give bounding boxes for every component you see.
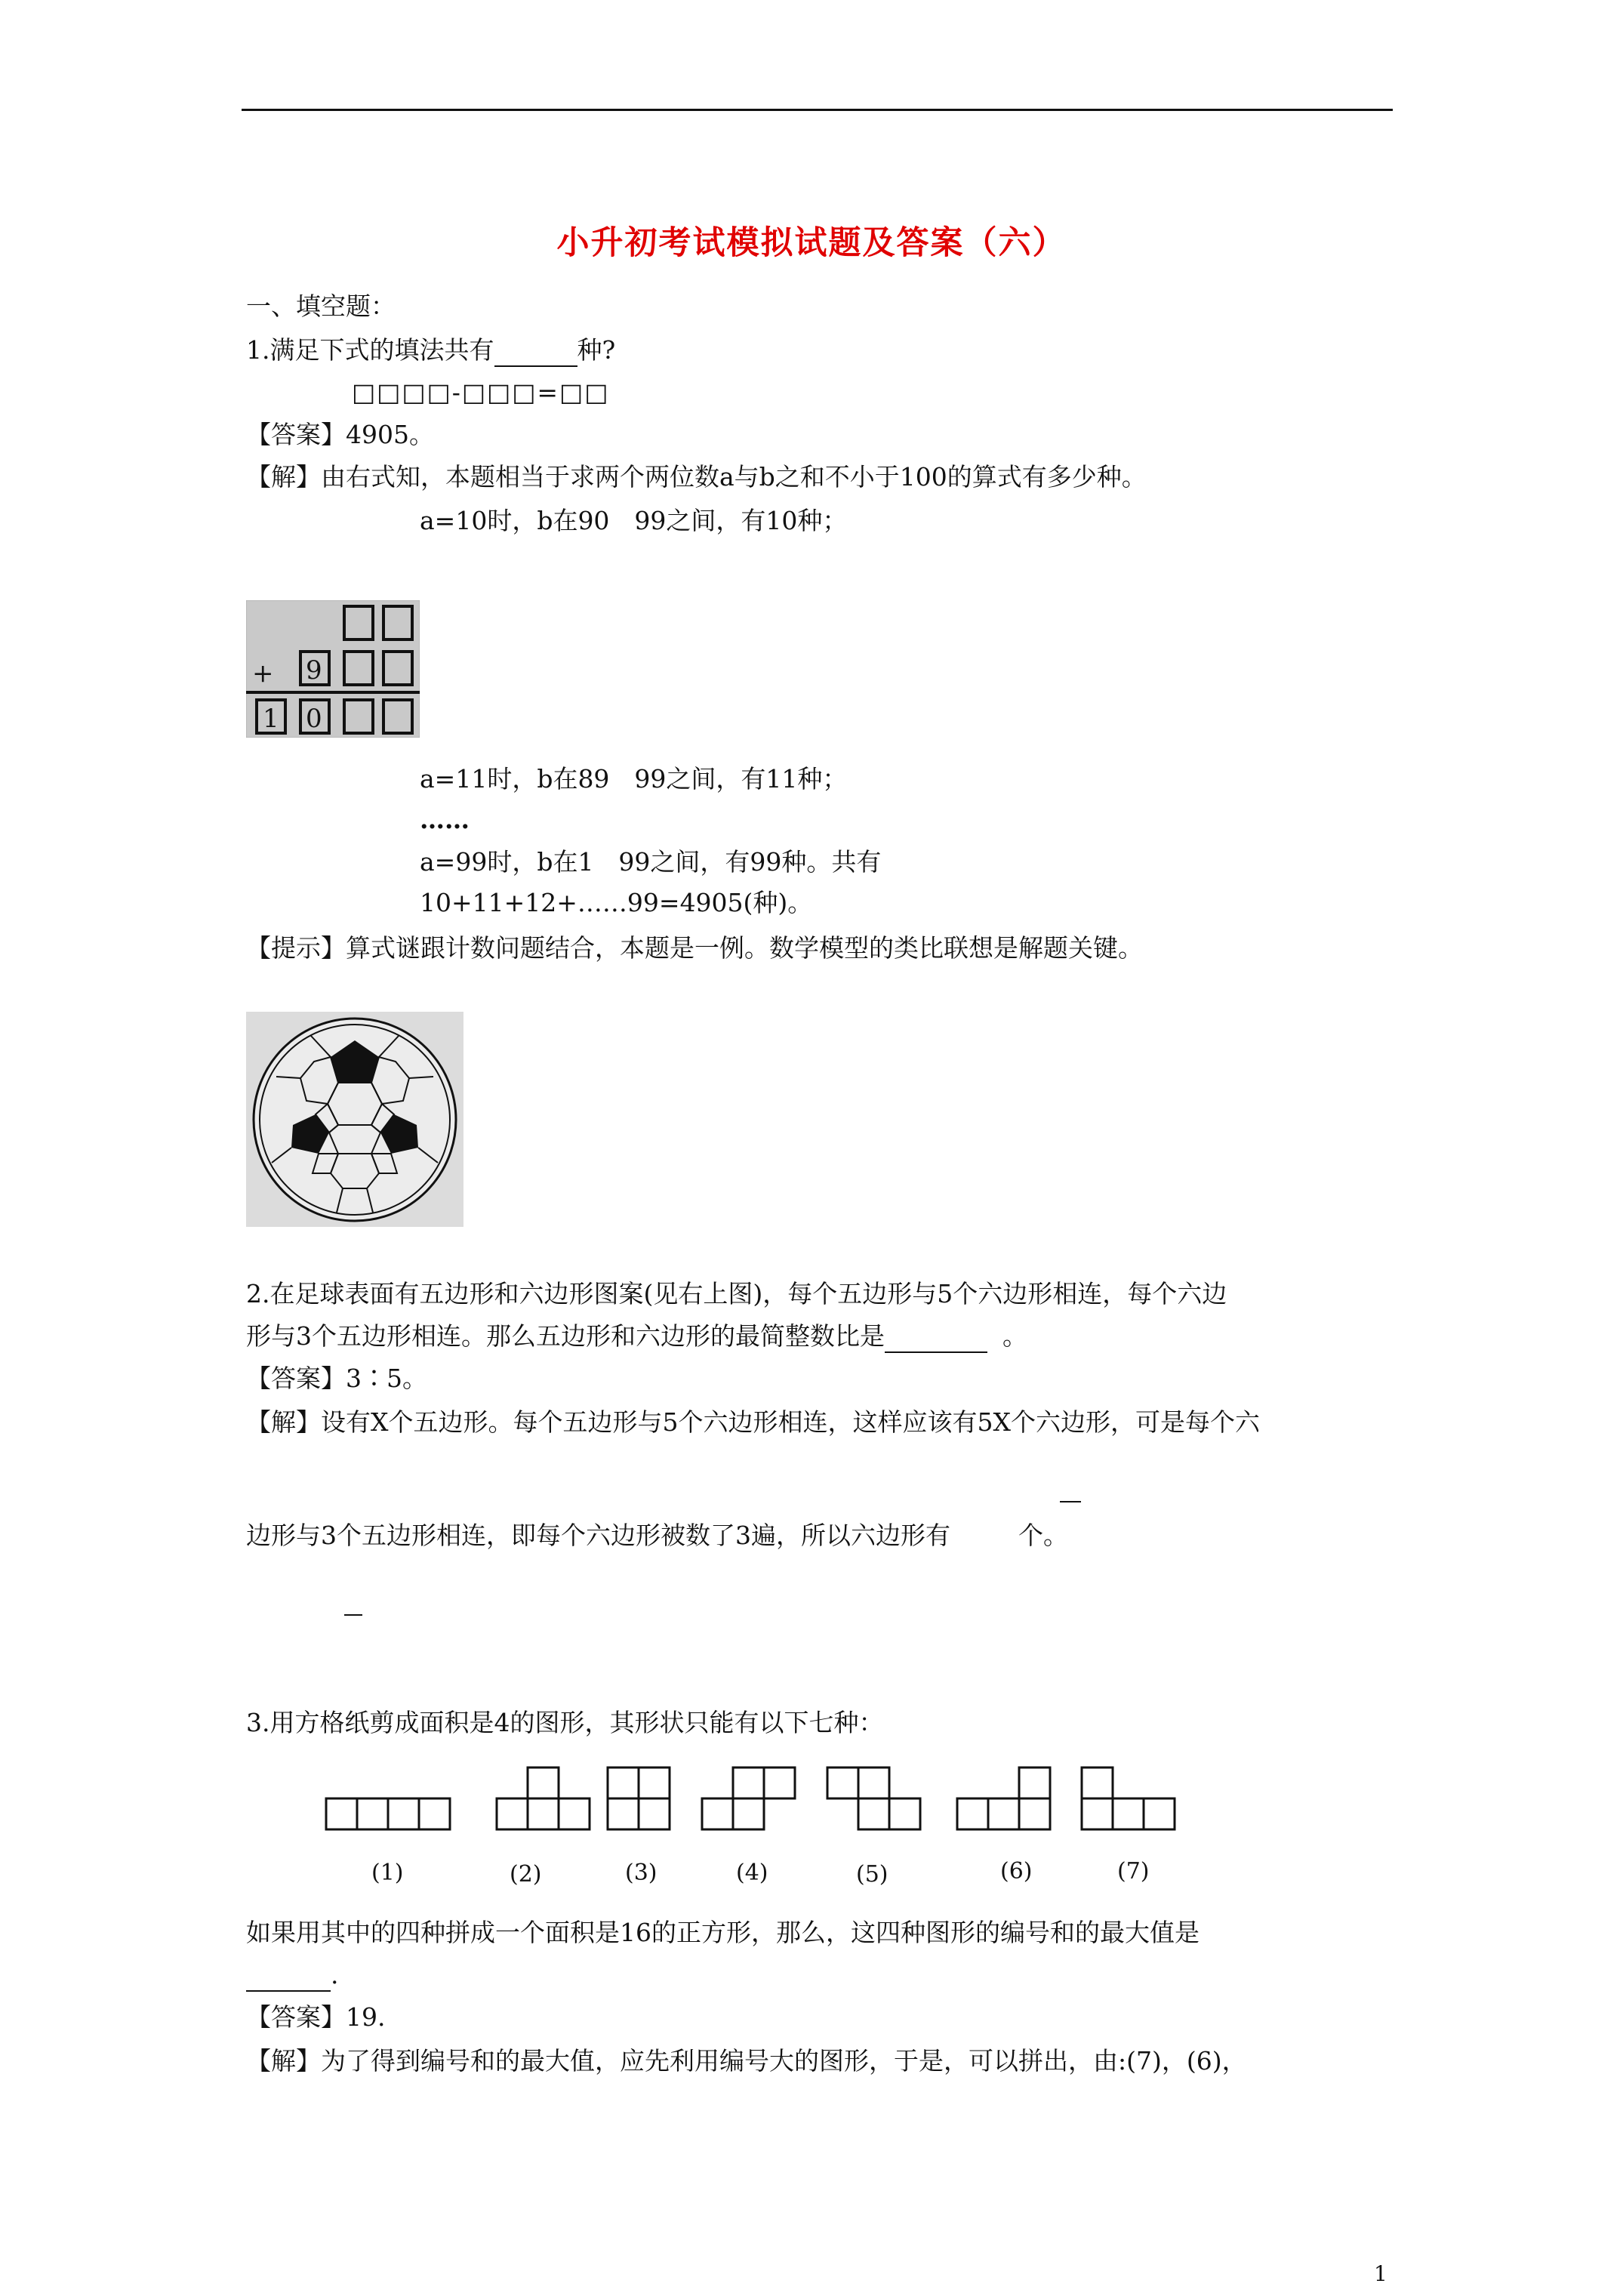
q2-solution-text: 边形与3个五边形相连，即每个六边形被数了3遍，所以六边形有 bbox=[246, 1521, 950, 1550]
q1-formula: □□□□-□□□=□□ bbox=[352, 378, 610, 407]
fraction-bar-1 bbox=[1060, 1501, 1081, 1502]
shape-label-5: (5) bbox=[856, 1861, 888, 1888]
q1-ellipsis: …… bbox=[420, 805, 470, 834]
q2-question-tail: 。 bbox=[1002, 1321, 1027, 1351]
tetromino-shapes-figure bbox=[317, 1759, 1223, 1906]
q1-case-1: a=10时，b在90 99之间，有10种； bbox=[420, 506, 848, 535]
q1-answer: 【答案】4905。 bbox=[246, 420, 434, 449]
figure-digit-1: 1 bbox=[263, 704, 279, 734]
page-number: 1 bbox=[1374, 2261, 1387, 2286]
q1-answer-blank bbox=[494, 335, 577, 367]
q3-answer: 【答案】19. bbox=[246, 2002, 386, 2032]
q3-follow-tail: . bbox=[331, 1960, 339, 1989]
q2-solution-line-1: 【解】设有X个五边形。每个五边形与5个六边形相连，这样应该有5X个六边形，可是每个六 bbox=[246, 1407, 1260, 1437]
q2-solution-line-2 bbox=[246, 1521, 1068, 1551]
q1-sum: 10+11+12+……99=4905(种)。 bbox=[420, 888, 813, 917]
q1-solution: 【解】由右式知，本题相当于求两个两位数a与b之和不小于100的算式有多少种。 bbox=[246, 462, 1147, 492]
q2-question-line-1: 2.在足球表面有五边形和六边形图案(见右上图)，每个五边形与5个六边形相连，每个六边 bbox=[246, 1279, 1227, 1308]
shape-label-6: (6) bbox=[1000, 1858, 1033, 1885]
q3-answer-blank bbox=[246, 1960, 331, 1992]
q1-question-tail: 种? bbox=[577, 335, 616, 365]
q1-question-text: 1.满足下式的填法共有 bbox=[246, 335, 494, 365]
q1-question bbox=[246, 335, 615, 367]
q3-follow-line-2 bbox=[246, 1960, 339, 1992]
shape-label-2: (2) bbox=[510, 1861, 542, 1888]
figure-digit-9: 9 bbox=[306, 655, 322, 686]
shape-label-7: (7) bbox=[1117, 1858, 1150, 1885]
shape-label-4: (4) bbox=[736, 1860, 768, 1886]
soccer-ball-figure bbox=[246, 1012, 463, 1230]
shape-label-1: (1) bbox=[371, 1860, 404, 1886]
q2-question-text: 形与3个五边形相连。那么五边形和六边形的最简整数比是 bbox=[246, 1321, 885, 1351]
section-heading: 一、填空题： bbox=[246, 291, 396, 321]
figure-digit-0: 0 bbox=[306, 704, 322, 734]
q1-case-2: a=11时，b在89 99之间，有11种； bbox=[420, 764, 848, 794]
q2-answer-blank bbox=[885, 1321, 987, 1353]
q3-question: 3.用方格纸剪成面积是4的图形，其形状只能有以下七种： bbox=[246, 1708, 884, 1737]
q2-solution-tail: 个。 bbox=[1018, 1521, 1068, 1550]
q3-solution: 【解】为了得到编号和的最大值，应先利用编号大的图形，于是，可以拼出，由:(7)，(6)， bbox=[246, 2046, 1247, 2076]
q1-hint: 【提示】算式谜跟计数问题结合，本题是一例。数学模型的类比联想是解题关键。 bbox=[246, 933, 1143, 963]
q1-addition-figure bbox=[246, 600, 420, 741]
shape-label-3: (3) bbox=[625, 1860, 658, 1886]
q2-answer: 【答案】3∶5。 bbox=[246, 1364, 427, 1393]
q1-case-3: a=99时，b在1 99之间，有99种。共有 bbox=[420, 847, 882, 877]
plus-sign: + bbox=[252, 658, 274, 689]
q3-follow-line-1: 如果用其中的四种拼成一个面积是16的正方形，那么，这四种图形的编号和的最大值是 bbox=[246, 1918, 1200, 1947]
header-rule bbox=[242, 109, 1393, 111]
document-title: 小升初考试模拟试题及答案（六） bbox=[556, 224, 1067, 262]
q2-question-line-2 bbox=[246, 1321, 1027, 1353]
fraction-bar-2 bbox=[344, 1614, 362, 1616]
